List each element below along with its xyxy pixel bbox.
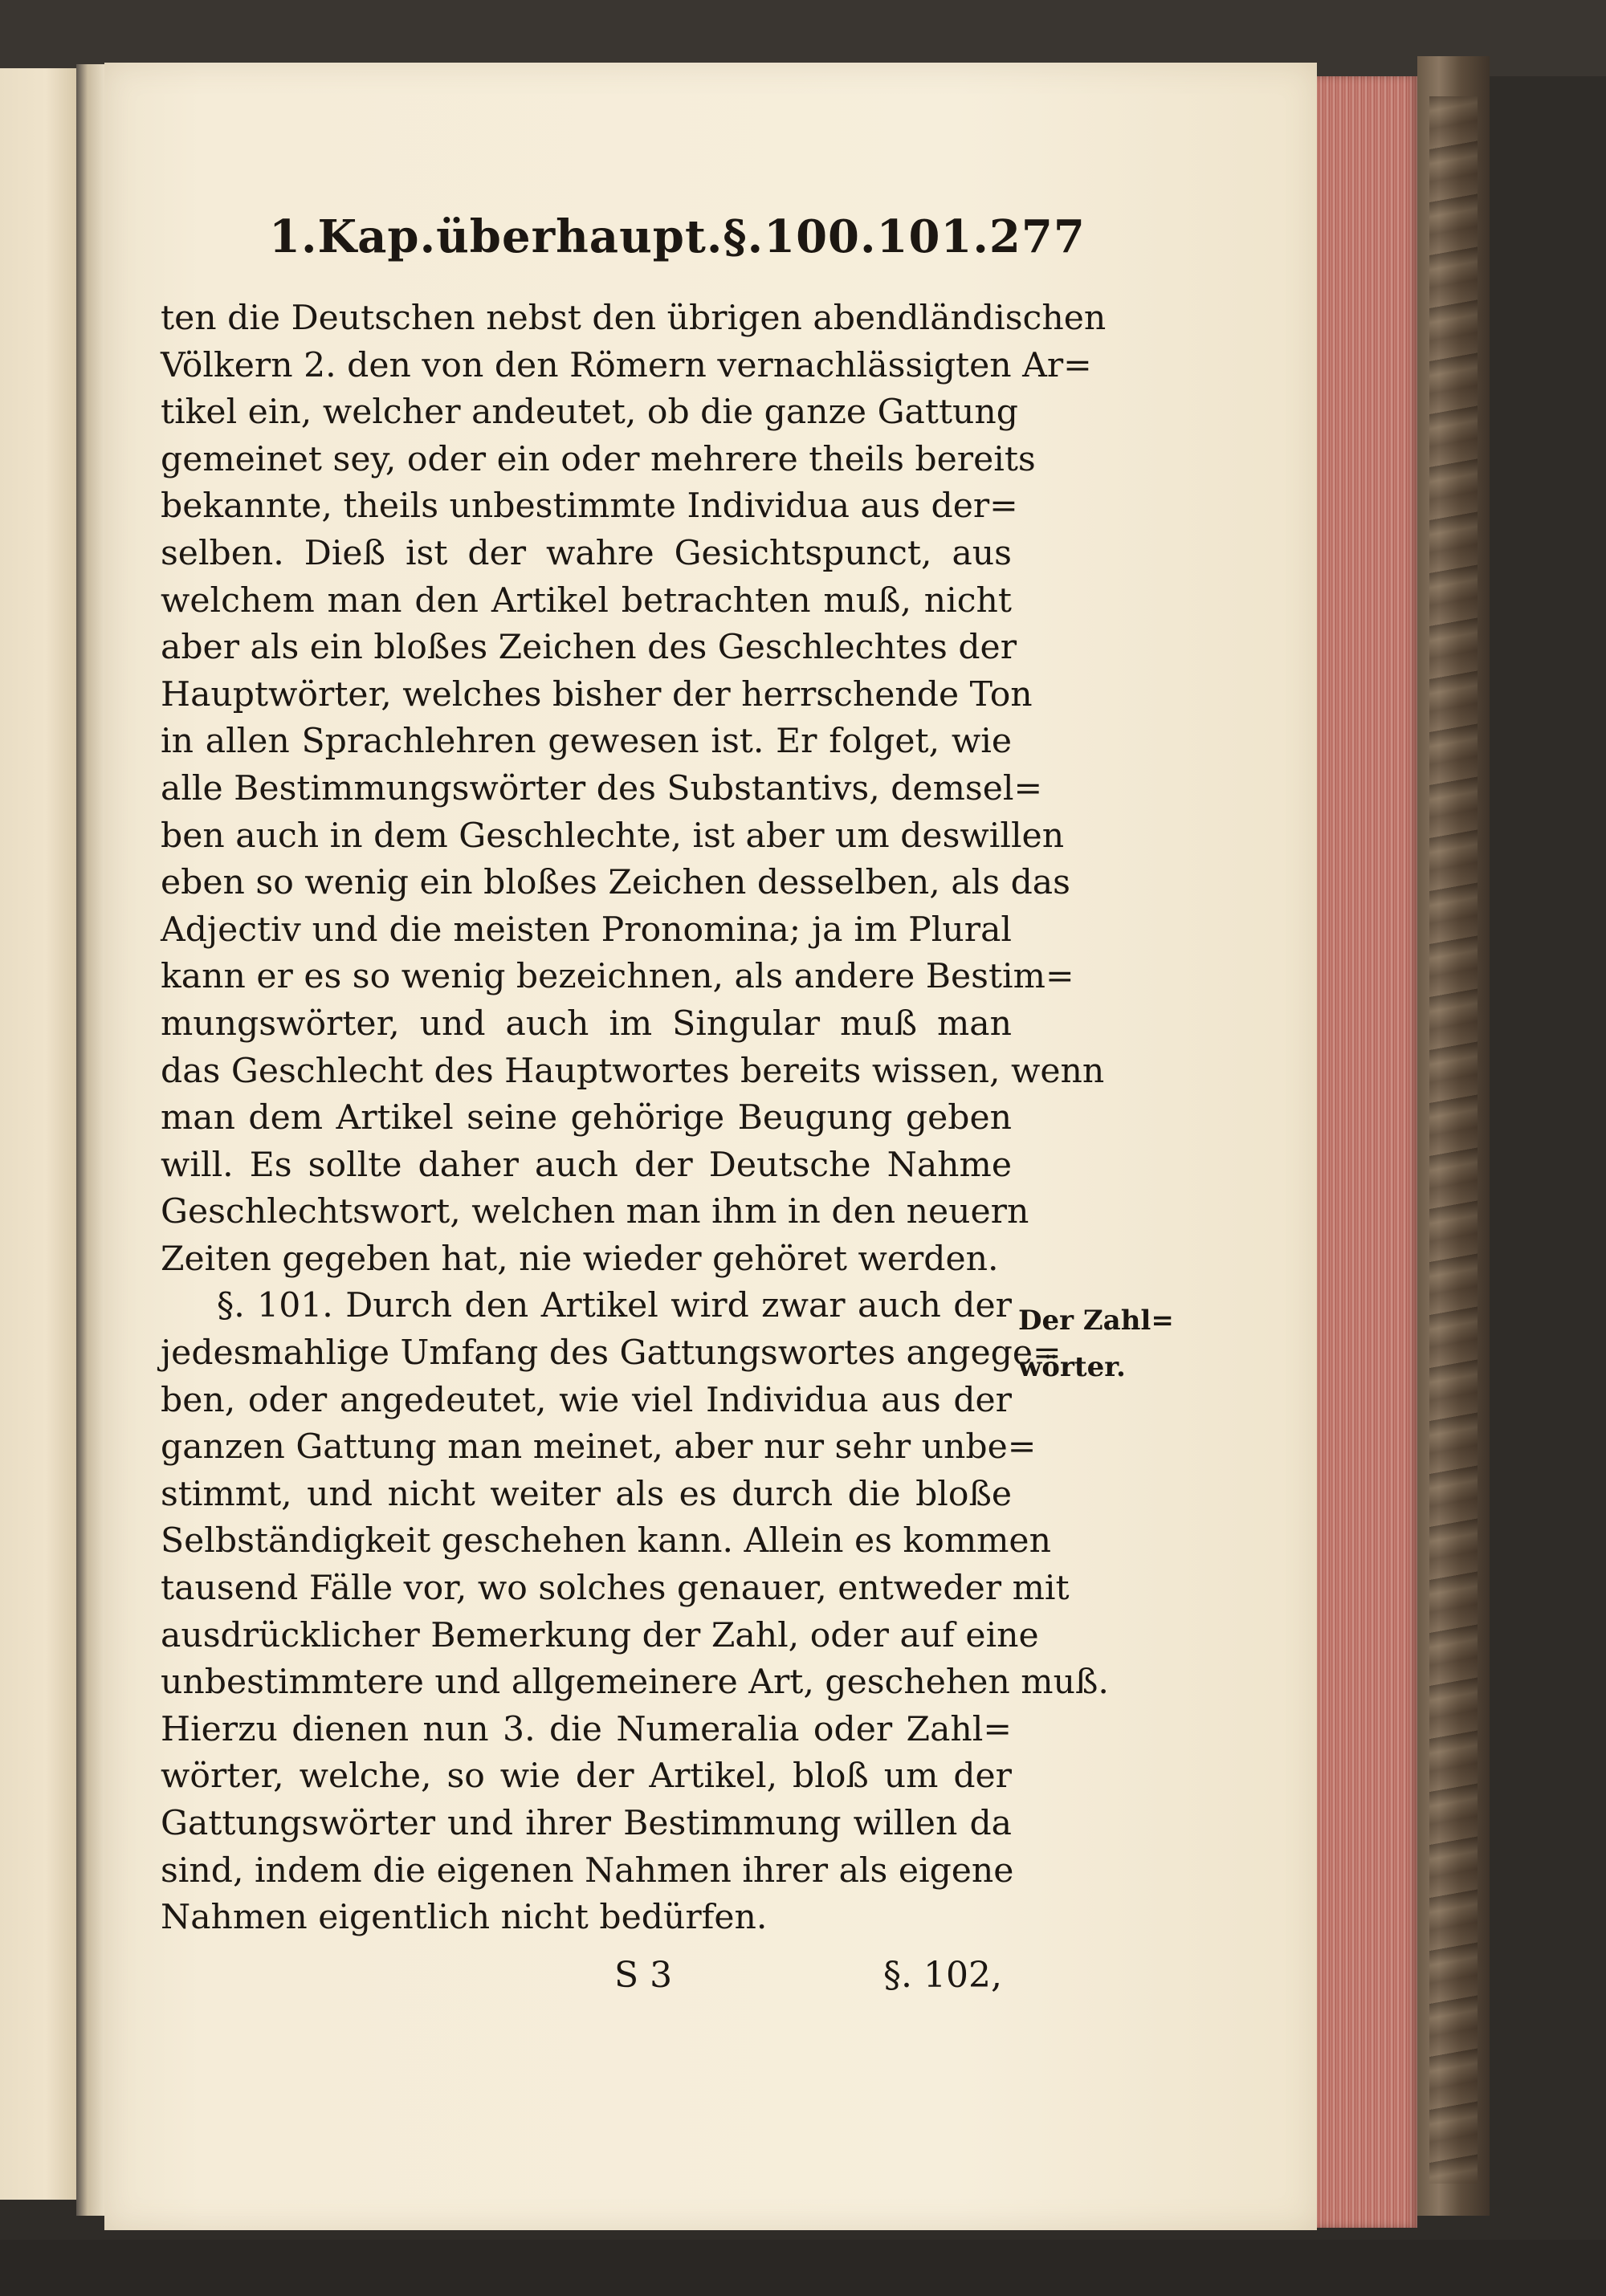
page-edges (1317, 76, 1417, 2228)
text-line: Nahmen eigentlich nicht bedürfen. (161, 1898, 768, 1938)
text-line: sind, indem die eigenen Nahmen ihrer als eigene (161, 1850, 1014, 1891)
text-line: aber als ein bloßes Zeichen des Geschlechtes der (161, 628, 1017, 668)
page-number: 277 (988, 210, 1086, 263)
text-line: Hierzu dienen nun 3. die Numeralia oder Zahl= (161, 1709, 1012, 1749)
text-line: will. Es sollte daher auch der Deutsche Nahme (161, 1145, 1012, 1185)
marbled-cover (1429, 96, 1478, 2184)
left-page (0, 68, 79, 2200)
text-line: kann er es so wenig bezeichnen, als andere Bestim= (161, 957, 1074, 997)
text-line: ausdrücklicher Bemerkung der Zahl, oder auf eine (161, 1615, 1039, 1655)
chapter-label: 1.Kap. (269, 210, 437, 263)
running-head (269, 210, 1086, 263)
text-line: Zeiten gegeben hat, nie wieder gehöret werden. (161, 1239, 999, 1279)
margin-note-line: wörter. (1018, 1351, 1126, 1383)
running-title: überhaupt. (436, 210, 724, 263)
text-line: man dem Artikel seine gehörige Beugung geben (161, 1098, 1012, 1138)
text-line: ben auch in dem Geschlechte, ist aber um deswillen (161, 816, 1065, 856)
body-text (161, 295, 1109, 1942)
text-line: ganzen Gattung man meinet, aber nur sehr unbe= (161, 1427, 1037, 1468)
text-line: ten die Deutschen nebst den übrigen abendländischen (161, 299, 1107, 338)
text-line: Selbständigkeit geschehen kann. Allein es kommen (161, 1521, 1051, 1561)
margin-note-line: Der Zahl= (1018, 1305, 1174, 1337)
text-line: §. 101. Durch den Artikel wird zwar auch der (217, 1286, 1012, 1326)
gutter (76, 64, 108, 2216)
text-line: jedesmahlige Umfang des Gattungswortes angege= (161, 1333, 1062, 1374)
text-line: mungswörter, und auch im Singular muß man (161, 1003, 1012, 1044)
text-line: Gattungswörter und ihrer Bestimmung willen da (161, 1804, 1012, 1843)
text-line: bekannte, theils unbestimmte Individua aus der= (161, 486, 1018, 527)
text-line: Geschlechtswort, welchen man ihm in den neuern (161, 1192, 1029, 1232)
background-surface-bottom (0, 2240, 1606, 2296)
text-line: ben, oder angedeutet, wie viel Individua aus der (161, 1380, 1012, 1420)
text-line: das Geschlecht des Hauptwortes bereits wissen, wenn (161, 1051, 1105, 1091)
text-line: Hauptwörter, welches bisher der herrschende Ton (161, 674, 1033, 714)
text-line: Völkern 2. den von den Römern vernachlässigten Ar= (161, 345, 1092, 385)
catchword: §. 102, (883, 1955, 1002, 1996)
margin-note (1018, 1297, 1174, 1390)
text-line: alle Bestimmungswörter des Substantivs, demsel= (161, 768, 1043, 808)
text-line: welchem man den Artikel betrachten muß, nicht (161, 580, 1012, 621)
text-line: tausend Fälle vor, wo solches genauer, entweder mit (161, 1569, 1070, 1609)
signature-mark: S 3 (614, 1955, 673, 1996)
section-label: §.100.101. (723, 210, 989, 263)
text-line: unbestimmtere und allgemeinere Art, geschehen muß. (161, 1663, 1109, 1703)
text-line: selben. Dieß ist der wahre Gesichtspunct, aus (161, 533, 1012, 573)
text-line: in allen Sprachlehren gewesen ist. Er folget, wie (161, 722, 1012, 762)
text-line: eben so wenig ein bloßes Zeichen desselben, als das (161, 863, 1070, 903)
text-line: tikel ein, welcher andeutet, ob die ganze Gattung (161, 393, 1018, 433)
text-line: Adjectiv und die meisten Pronomina; ja im Plural (161, 910, 1012, 950)
text-line: stimmt, und nicht weiter als es durch die bloße (161, 1474, 1012, 1514)
text-line: gemeinet sey, oder ein oder mehrere theils bereits (161, 439, 1036, 479)
text-line: wörter, welche, so wie der Artikel, bloß um der (161, 1757, 1012, 1797)
